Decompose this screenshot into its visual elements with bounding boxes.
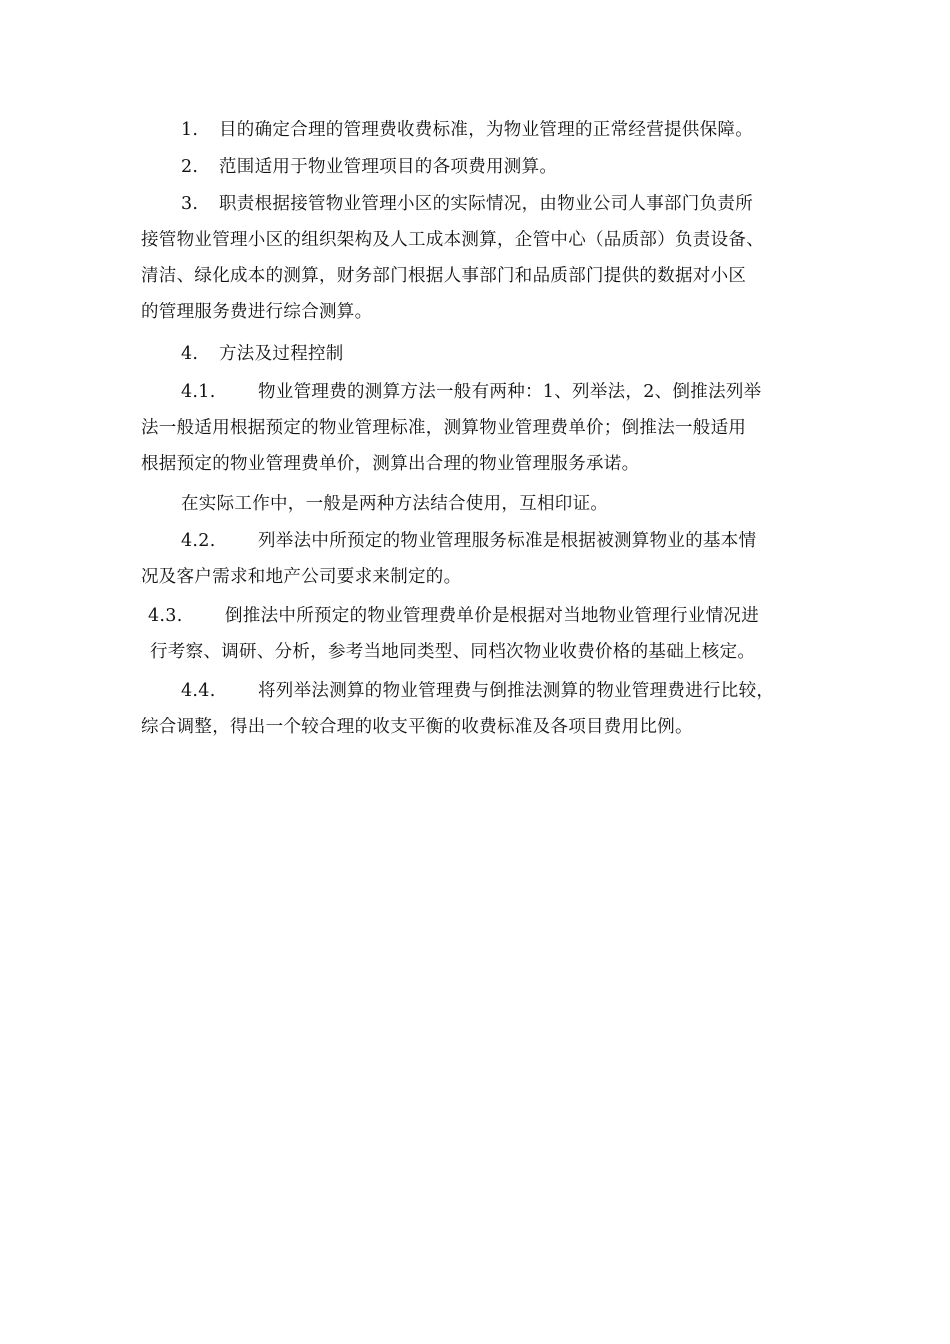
section-4-2 [141, 523, 801, 595]
section-text-line: 倒推法中所预定的物业管理费单价是根据对当地物业管理行业情况进 [225, 606, 759, 626]
section-text-line: 根据预定的物业管理费单价，测算出合理的物业管理服务承诺。 [141, 454, 640, 474]
section-number: 4. [181, 344, 199, 364]
section-text: 方法及过程控制 [219, 344, 344, 364]
section-number: 4.1. [181, 382, 216, 402]
section-text-line: 况及客户需求和地产公司要求来制定的。 [141, 567, 462, 587]
section-text-line: 综合调整，得出一个较合理的收支平衡的收费标准及各项目费用比例。 [141, 717, 693, 737]
section-text-line: 列举法中所预定的物业管理服务标准是根据被测算物业的基本情 [258, 531, 757, 551]
section-number: 3. [181, 194, 199, 214]
section-number: 4.2. [181, 531, 216, 551]
section-number: 4.3. [148, 606, 183, 626]
section-text-line: 物业管理费的测算方法一般有两种：1、列举法，2、倒推法列举 [258, 382, 762, 402]
section-text-line: 接管物业管理小区的组织架构及人工成本测算，企管中心（品质部）负责设备、 [141, 230, 764, 250]
section-text-line: 法一般适用根据预定的物业管理标准，测算物业管理费单价；倒推法一般适用 [141, 418, 747, 438]
section-text-line: 行考察、调研、分析，参考当地同类型、同档次物业收费价格的基础上核定。 [150, 642, 756, 662]
section-text: 范围适用于物业管理项目的各项费用测算。 [219, 157, 558, 177]
section-text-line: 的管理服务费进行综合测算。 [141, 302, 373, 322]
section-text: 在实际工作中，一般是两种方法结合使用，互相印证。 [181, 494, 609, 514]
section-number: 1. [181, 120, 199, 140]
section-4-1-note [141, 486, 801, 522]
section-number: 4.4. [181, 681, 216, 701]
section-text-line: 将列举法测算的物业管理费与倒推法测算的物业管理费进行比较， [258, 681, 775, 701]
section-text-line: 职责根据接管物业管理小区的实际情况，由物业公司人事部门负责所 [219, 194, 753, 214]
section-1-purpose [141, 112, 801, 148]
section-4-4 [141, 673, 801, 745]
section-text-line: 清洁、绿化成本的测算，财务部门根据人事部门和品质部门提供的数据对小区 [141, 266, 747, 286]
section-4-method [141, 336, 801, 372]
section-4-1 [141, 374, 801, 482]
section-number: 2. [181, 157, 199, 177]
section-4-3 [148, 598, 808, 670]
section-text: 目的确定合理的管理费收费标准，为物业管理的正常经营提供保障。 [219, 120, 753, 140]
section-2-scope [141, 149, 801, 185]
section-3-responsibility [141, 186, 801, 330]
